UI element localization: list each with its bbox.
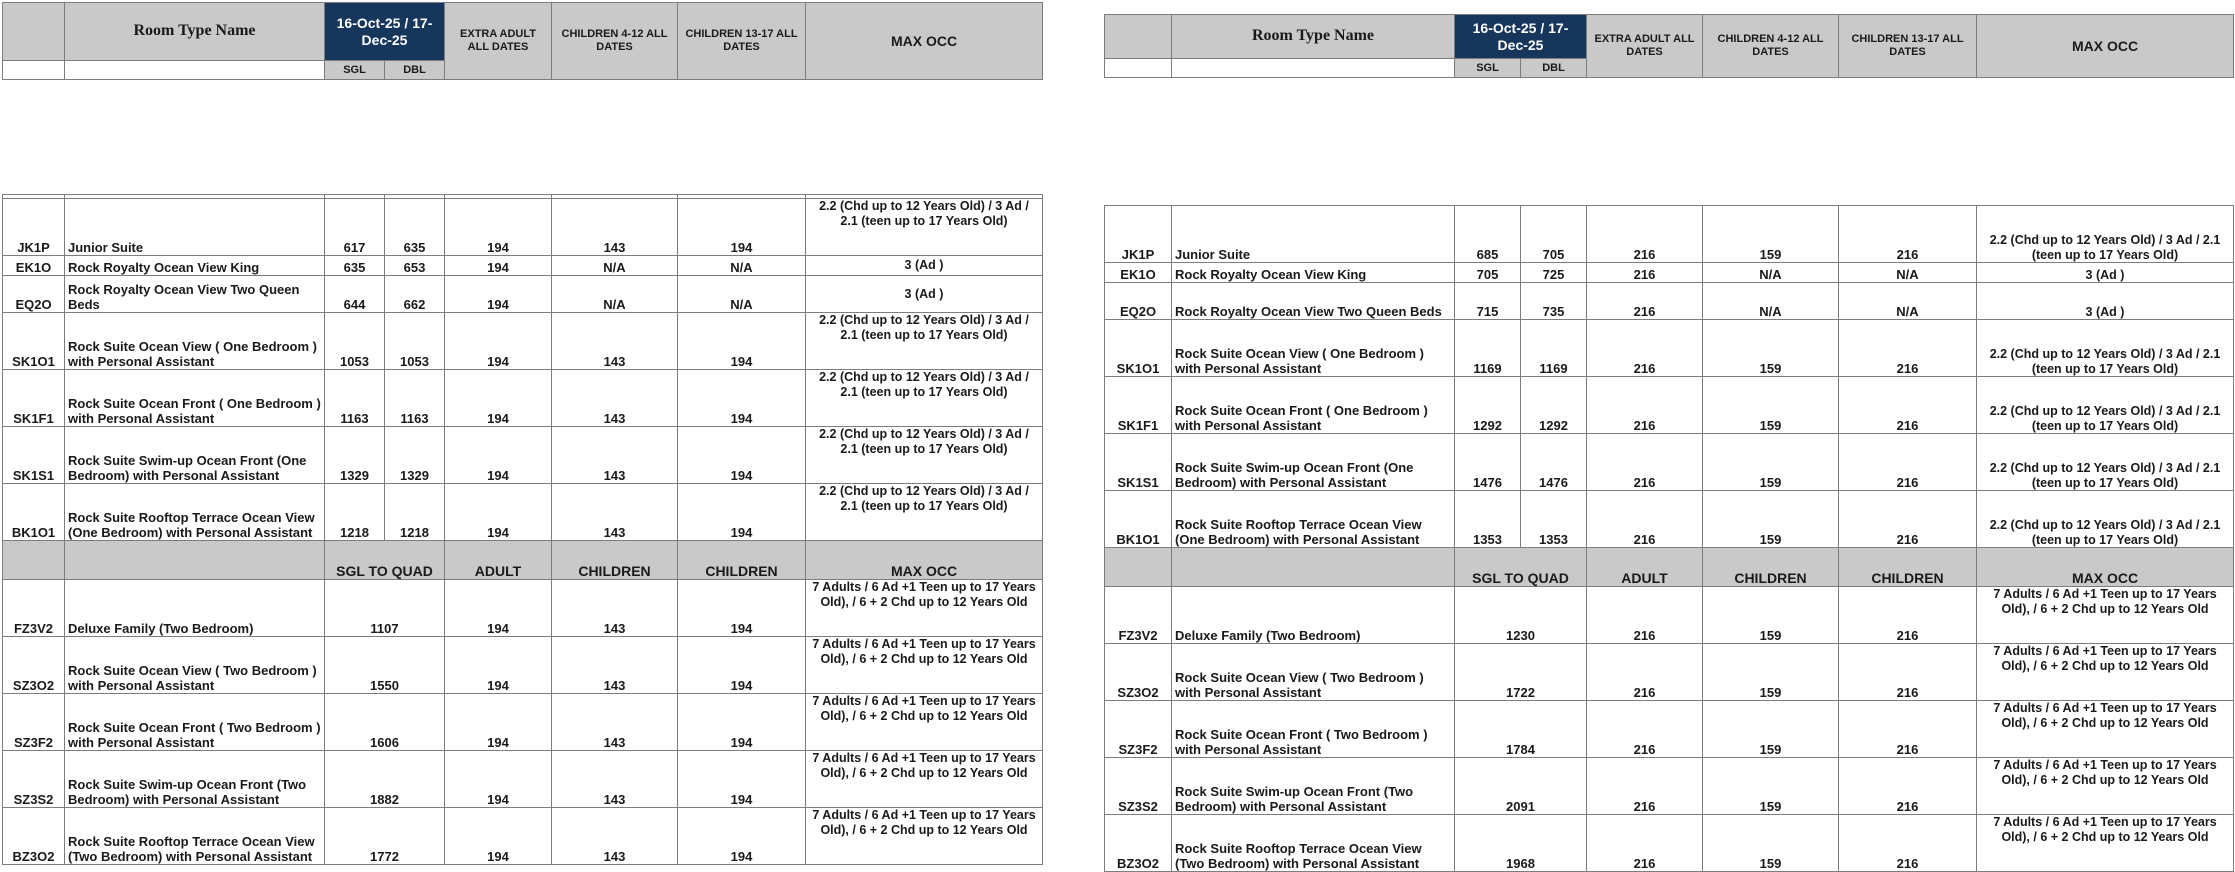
room-name: Rock Suite Ocean Front ( Two Bedroom ) with Personal Assistant [1172,701,1455,758]
dbl-header: DBL [1521,59,1587,78]
sgl-rate: 715 [1455,283,1521,320]
extra-adult-rate: 194 [445,484,552,541]
room-name: Rock Suite Ocean Front ( One Bedroom ) with Personal Assistant [65,370,325,427]
children-13-17-rate: 194 [678,313,806,370]
table-row [3,199,1043,256]
max-occupancy: 2.2 (Chd up to 12 Years Old) / 3 Ad / 2.1 (teen up to 17 Years Old) [1977,206,2234,263]
room-code: EK1O [1105,263,1172,283]
children-rate: 159 [1703,815,1839,872]
room-code: SK1F1 [3,370,65,427]
children-rate: 143 [552,808,678,865]
max-occupancy: 7 Adults / 6 Ad +1 Teen up to 17 Years Old), / 6 + 2 Chd up to 12 Years Old [1977,815,2234,872]
table-row [3,580,1043,637]
dbl-rate: 1163 [385,370,445,427]
dbl-rate: 735 [1521,283,1587,320]
children-rate: 216 [1839,815,1977,872]
table-row [1105,283,2234,320]
sgl-rate: 644 [325,276,385,313]
room-name: Deluxe Family (Two Bedroom) [65,580,325,637]
room-name: Rock Suite Ocean View ( Two Bedroom ) with Personal Assistant [65,637,325,694]
max-occupancy: 2.2 (Chd up to 12 Years Old) / 3 Ad / 2.1 (teen up to 17 Years Old) [1977,491,2234,548]
sgl-to-quad-rate: 1722 [1455,644,1587,701]
adult-rate: 194 [445,694,552,751]
table-row [3,637,1043,694]
children-13-17-rate: 194 [678,484,806,541]
room-name: Rock Suite Rooftop Terrace Ocean View (Two Bedroom) with Personal Assistant [65,808,325,865]
dbl-rate: 635 [385,199,445,256]
children-rate: 159 [1703,758,1839,815]
room-name: Junior Suite [1172,206,1455,263]
children-rate: 143 [552,580,678,637]
children-header: CHILDREN [1839,548,1977,587]
extra-adult-header: EXTRA ADULT ALL DATES [1587,15,1703,78]
children-rate: 194 [678,751,806,808]
room-code: EQ2O [1105,283,1172,320]
code-subheader [3,61,65,80]
sgl-to-quad-rate: 1784 [1455,701,1587,758]
children-4-12-header: CHILDREN 4-12 ALL DATES [1703,15,1839,78]
children-4-12-rate: 143 [552,313,678,370]
adult-header: ADULT [1587,548,1703,587]
children-rate: 159 [1703,587,1839,644]
room-code: SK1F1 [1105,377,1172,434]
room-type-name-header: Room Type Name [1172,15,1455,59]
dbl-rate: 1329 [385,427,445,484]
room-code: EQ2O [3,276,65,313]
room-name: Rock Royalty Ocean View King [65,256,325,276]
room-code: SK1O1 [1105,320,1172,377]
left-rate-header [2,2,1043,80]
adult-rate: 216 [1587,644,1703,701]
room-code: SK1S1 [3,427,65,484]
sgl-rate: 1169 [1455,320,1521,377]
adult-rate: 216 [1587,701,1703,758]
table-row [3,370,1043,427]
children-13-17-rate: 216 [1839,377,1977,434]
max-occupancy: 2.2 (Chd up to 12 Years Old) / 3 Ad / 2.1 (teen up to 17 Years Old) [806,199,1043,256]
children-4-12-rate: N/A [552,276,678,313]
children-rate: 159 [1703,701,1839,758]
code-header [3,3,65,61]
extra-adult-rate: 216 [1587,263,1703,283]
room-code: SZ3F2 [3,694,65,751]
room-code: FZ3V2 [1105,587,1172,644]
children-4-12-rate: N/A [552,256,678,276]
room-name: Rock Suite Swim-up Ocean Front (One Bedroom) with Personal Assistant [1172,434,1455,491]
children-4-12-rate: 143 [552,370,678,427]
max-occupancy: 2.2 (Chd up to 12 Years Old) / 3 Ad / 2.1 (teen up to 17 Years Old) [806,313,1043,370]
adult-rate: 194 [445,808,552,865]
section-header-row [3,541,1043,580]
adult-rate: 216 [1587,758,1703,815]
max-occ-header: MAX OCC [806,541,1043,580]
table-row [1105,644,2234,701]
sgl-to-quad-rate: 1772 [325,808,445,865]
children-13-17-header: CHILDREN 13-17 ALL DATES [1839,15,1977,78]
adult-rate: 194 [445,751,552,808]
sgl-rate: 1163 [325,370,385,427]
sgl-rate: 1476 [1455,434,1521,491]
room-type-name-header: Room Type Name [65,3,325,61]
children-header: CHILDREN [552,541,678,580]
section-header-row [1105,548,2234,587]
children-13-17-rate: 216 [1839,491,1977,548]
children-4-12-rate: 159 [1703,206,1839,263]
table-row [1105,491,2234,548]
table-row [3,808,1043,865]
table-row [1105,701,2234,758]
room-name: Rock Suite Ocean Front ( Two Bedroom ) with Personal Assistant [65,694,325,751]
max-occupancy: 2.2 (Chd up to 12 Years Old) / 3 Ad / 2.1 (teen up to 17 Years Old) [1977,434,2234,491]
max-occupancy: 3 (Ad ) [806,256,1043,276]
max-occ-header: MAX OCC [1977,15,2234,78]
sgl-rate: 685 [1455,206,1521,263]
max-occ-header: MAX OCC [1977,548,2234,587]
max-occupancy: 7 Adults / 6 Ad +1 Teen up to 17 Years Old), / 6 + 2 Chd up to 12 Years Old [1977,701,2234,758]
max-occupancy: 2.2 (Chd up to 12 Years Old) / 3 Ad / 2.1 (teen up to 17 Years Old) [806,370,1043,427]
children-header: CHILDREN [1703,548,1839,587]
table-row [1105,434,2234,491]
children-rate: 216 [1839,701,1977,758]
room-name: Rock Suite Swim-up Ocean Front (Two Bedroom) with Personal Assistant [65,751,325,808]
children-13-17-rate: 216 [1839,434,1977,491]
dbl-header: DBL [385,61,445,80]
children-4-12-rate: 159 [1703,491,1839,548]
children-13-17-rate: 216 [1839,206,1977,263]
sgl-rate: 1329 [325,427,385,484]
section-code-cell [3,541,65,580]
section-code-cell [1105,548,1172,587]
room-code: FZ3V2 [3,580,65,637]
extra-adult-rate: 194 [445,256,552,276]
sgl-to-quad-rate: 1230 [1455,587,1587,644]
children-13-17-header: CHILDREN 13-17 ALL DATES [678,3,806,80]
children-rate: 143 [552,751,678,808]
sgl-rate: 1218 [325,484,385,541]
extra-adult-rate: 194 [445,427,552,484]
room-code: JK1P [1105,206,1172,263]
table-row [1105,263,2234,283]
room-name: Rock Suite Rooftop Terrace Ocean View (One Bedroom) with Personal Assistant [1172,491,1455,548]
sgl-header: SGL [325,61,385,80]
max-occupancy: 7 Adults / 6 Ad +1 Teen up to 17 Years Old), / 6 + 2 Chd up to 12 Years Old [806,808,1043,865]
room-name: Junior Suite [65,199,325,256]
room-name: Deluxe Family (Two Bedroom) [1172,587,1455,644]
table-row [1105,758,2234,815]
max-occupancy: 3 (Ad ) [1977,263,2234,283]
sgl-rate: 705 [1455,263,1521,283]
room-name: Rock Suite Rooftop Terrace Ocean View (One Bedroom) with Personal Assistant [65,484,325,541]
children-rate: 194 [678,580,806,637]
room-code: SK1S1 [1105,434,1172,491]
room-code: JK1P [3,199,65,256]
dbl-rate: 705 [1521,206,1587,263]
table-row [1105,815,2234,872]
dbl-rate: 1353 [1521,491,1587,548]
room-code: BZ3O2 [1105,815,1172,872]
max-occupancy: 7 Adults / 6 Ad +1 Teen up to 17 Years Old), / 6 + 2 Chd up to 12 Years Old [806,637,1043,694]
dbl-rate: 725 [1521,263,1587,283]
table-row [3,427,1043,484]
children-13-17-rate: 194 [678,199,806,256]
sgl-header: SGL [1455,59,1521,78]
room-code: SZ3S2 [1105,758,1172,815]
room-name: Rock Royalty Ocean View King [1172,263,1455,283]
max-occupancy: 2.2 (Chd up to 12 Years Old) / 3 Ad / 2.1 (teen up to 17 Years Old) [806,427,1043,484]
max-occupancy: 7 Adults / 6 Ad +1 Teen up to 17 Years Old), / 6 + 2 Chd up to 12 Years Old [1977,644,2234,701]
children-rate: 194 [678,637,806,694]
extra-adult-rate: 216 [1587,320,1703,377]
max-occupancy: 7 Adults / 6 Ad +1 Teen up to 17 Years Old), / 6 + 2 Chd up to 12 Years Old [806,580,1043,637]
children-header: CHILDREN [678,541,806,580]
children-13-17-rate: N/A [678,256,806,276]
children-4-12-rate: 159 [1703,320,1839,377]
table-row [1105,587,2234,644]
sgl-rate: 635 [325,256,385,276]
children-13-17-rate: 216 [1839,320,1977,377]
dbl-rate: 1218 [385,484,445,541]
children-rate: 216 [1839,758,1977,815]
extra-adult-rate: 194 [445,313,552,370]
adult-rate: 216 [1587,587,1703,644]
room-name: Rock Royalty Ocean View Two Queen Beds [65,276,325,313]
max-occupancy: 3 (Ad ) [1977,283,2234,320]
room-name: Rock Suite Ocean Front ( One Bedroom ) with Personal Assistant [1172,377,1455,434]
table-row [3,276,1043,313]
room-name: Rock Suite Ocean View ( One Bedroom ) with Personal Assistant [65,313,325,370]
name-subheader [65,61,325,80]
table-row [1105,320,2234,377]
children-rate: 216 [1839,587,1977,644]
table-row [1105,377,2234,434]
room-code: BK1O1 [1105,491,1172,548]
children-rate: 143 [552,637,678,694]
room-code: BZ3O2 [3,808,65,865]
adult-header: ADULT [445,541,552,580]
section-name-cell [65,541,325,580]
children-4-12-rate: 159 [1703,434,1839,491]
children-rate: 143 [552,694,678,751]
code-subheader [1105,59,1172,78]
children-13-17-rate: N/A [678,276,806,313]
children-rate: 216 [1839,644,1977,701]
adult-rate: 216 [1587,815,1703,872]
extra-adult-rate: 216 [1587,377,1703,434]
table-row [3,694,1043,751]
dbl-rate: 662 [385,276,445,313]
table-row [3,484,1043,541]
max-occupancy: 7 Adults / 6 Ad +1 Teen up to 17 Years Old), / 6 + 2 Chd up to 12 Years Old [806,694,1043,751]
table-row [1105,206,2234,263]
max-occupancy: 2.2 (Chd up to 12 Years Old) / 3 Ad / 2.1 (teen up to 17 Years Old) [806,484,1043,541]
room-name: Rock Suite Swim-up Ocean Front (One Bedroom) with Personal Assistant [65,427,325,484]
dbl-rate: 1292 [1521,377,1587,434]
room-code: SZ3O2 [1105,644,1172,701]
extra-adult-rate: 216 [1587,491,1703,548]
max-occ-header: MAX OCC [806,3,1043,80]
table-row [3,256,1043,276]
children-4-12-rate: 143 [552,199,678,256]
sgl-rate: 1353 [1455,491,1521,548]
children-4-12-rate: N/A [1703,283,1839,320]
room-name: Rock Royalty Ocean View Two Queen Beds [1172,283,1455,320]
section-name-cell [1172,548,1455,587]
children-4-12-rate: N/A [1703,263,1839,283]
children-rate: 194 [678,694,806,751]
max-occupancy: 2.2 (Chd up to 12 Years Old) / 3 Ad / 2.1 (teen up to 17 Years Old) [1977,320,2234,377]
children-4-12-rate: 143 [552,427,678,484]
max-occupancy: 3 (Ad ) [806,276,1043,313]
extra-adult-rate: 194 [445,370,552,427]
children-4-12-rate: 159 [1703,377,1839,434]
children-13-17-rate: 194 [678,427,806,484]
left-rate-table [2,194,1043,865]
extra-adult-rate: 216 [1587,283,1703,320]
sgl-rate: 1292 [1455,377,1521,434]
room-code: SZ3O2 [3,637,65,694]
children-13-17-rate: N/A [1839,283,1977,320]
extra-adult-rate: 194 [445,199,552,256]
adult-rate: 194 [445,580,552,637]
room-code: SZ3S2 [3,751,65,808]
room-name: Rock Suite Swim-up Ocean Front (Two Bedroom) with Personal Assistant [1172,758,1455,815]
extra-adult-rate: 194 [445,276,552,313]
room-name: Rock Suite Ocean View ( One Bedroom ) with Personal Assistant [1172,320,1455,377]
children-rate: 159 [1703,644,1839,701]
sgl-to-quad-header: SGL TO QUAD [1455,548,1587,587]
max-occupancy: 7 Adults / 6 Ad +1 Teen up to 17 Years Old), / 6 + 2 Chd up to 12 Years Old [1977,587,2234,644]
sgl-rate: 1053 [325,313,385,370]
children-rate: 194 [678,808,806,865]
dbl-rate: 653 [385,256,445,276]
room-code: EK1O [3,256,65,276]
sgl-to-quad-rate: 1882 [325,751,445,808]
extra-adult-rate: 216 [1587,206,1703,263]
room-name: Rock Suite Ocean View ( Two Bedroom ) with Personal Assistant [1172,644,1455,701]
sgl-to-quad-rate: 1107 [325,580,445,637]
extra-adult-header: EXTRA ADULT ALL DATES [445,3,552,80]
children-4-12-header: CHILDREN 4-12 ALL DATES [552,3,678,80]
extra-adult-rate: 216 [1587,434,1703,491]
sgl-to-quad-rate: 1606 [325,694,445,751]
max-occupancy: 7 Adults / 6 Ad +1 Teen up to 17 Years Old), / 6 + 2 Chd up to 12 Years Old [1977,758,2234,815]
name-subheader [1172,59,1455,78]
dbl-rate: 1169 [1521,320,1587,377]
sgl-rate: 617 [325,199,385,256]
date-range-header: 16-Oct-25 / 17-Dec-25 [325,3,445,61]
table-row [3,313,1043,370]
dbl-rate: 1476 [1521,434,1587,491]
room-code: BK1O1 [3,484,65,541]
date-range-header: 16-Oct-25 / 17-Dec-25 [1455,15,1587,59]
right-rate-table [1104,205,2234,872]
room-name: Rock Suite Rooftop Terrace Ocean View (Two Bedroom) with Personal Assistant [1172,815,1455,872]
children-13-17-rate: 194 [678,370,806,427]
room-code: SK1O1 [3,313,65,370]
children-13-17-rate: N/A [1839,263,1977,283]
table-row [3,751,1043,808]
sgl-to-quad-header: SGL TO QUAD [325,541,445,580]
children-4-12-rate: 143 [552,484,678,541]
room-code: SZ3F2 [1105,701,1172,758]
dbl-rate: 1053 [385,313,445,370]
sgl-to-quad-rate: 1968 [1455,815,1587,872]
sgl-to-quad-rate: 2091 [1455,758,1587,815]
adult-rate: 194 [445,637,552,694]
sgl-to-quad-rate: 1550 [325,637,445,694]
code-header [1105,15,1172,59]
right-rate-header [1104,14,2234,78]
max-occupancy: 2.2 (Chd up to 12 Years Old) / 3 Ad / 2.1 (teen up to 17 Years Old) [1977,377,2234,434]
max-occupancy: 7 Adults / 6 Ad +1 Teen up to 17 Years Old), / 6 + 2 Chd up to 12 Years Old [806,751,1043,808]
